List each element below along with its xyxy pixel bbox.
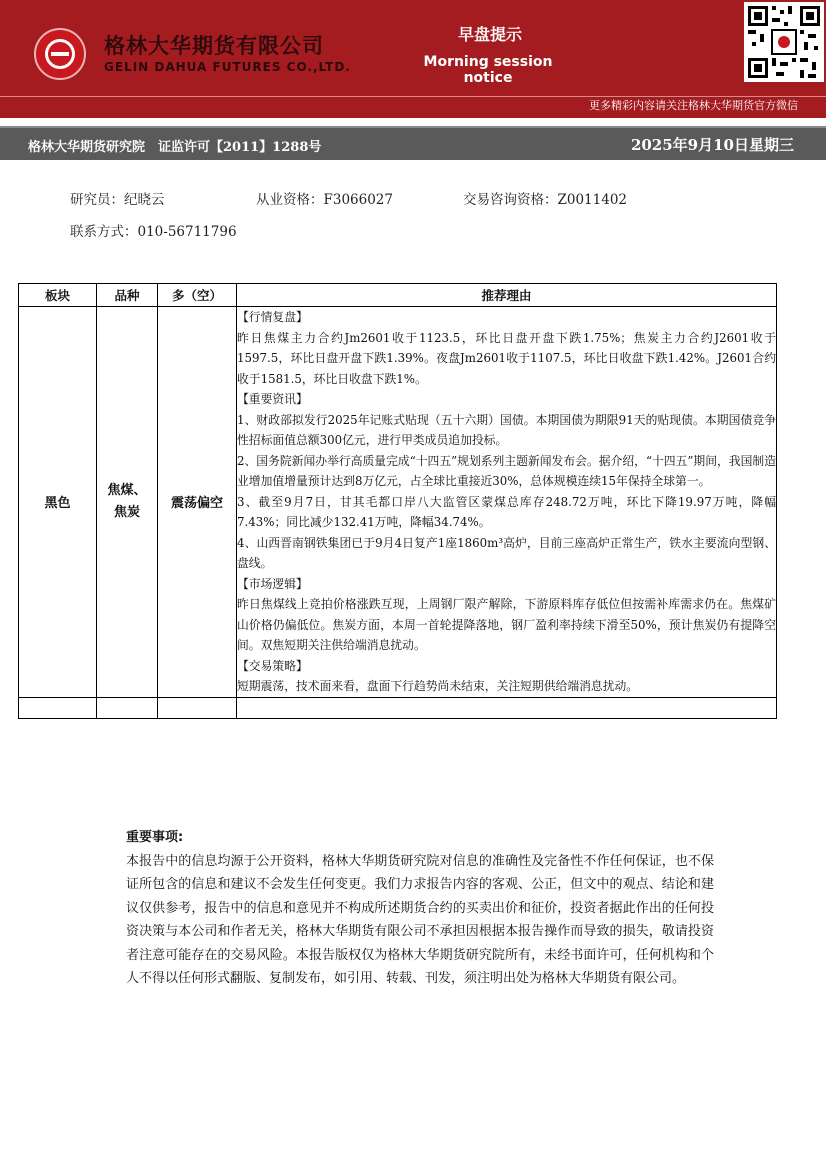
recommendation-table xyxy=(18,283,777,719)
section-heading-strategy: 【交易策略】 xyxy=(237,658,308,673)
review-text: 昨日焦煤主力合约Jm2601收于1123.5，环比日盘开盘下跌1.75%；焦炭主力合约J2601收于1597.5，环比日盘开盘下跌1.39%。夜盘Jm2601收于1107.5，环比日收盘下跌1.42%。J2601合约收于1581.5，环比日收盘下跌1%。 xyxy=(237,330,776,386)
direction-cell: 震荡偏空 xyxy=(158,307,237,698)
analyst-name: 研究员：纪晓云 xyxy=(70,192,165,208)
analyst-contact: 联系方式：010-56711796 xyxy=(70,224,237,240)
report-header xyxy=(0,0,826,118)
report-title-en: Morning session notice xyxy=(423,54,553,86)
disclaimer-body: 本报告中的信息均源于公开资料，格林大华期货研究院对信息的准确性及完备性不作任何保证，也不保证所包含的信息和建议不会发生任何变更。我们力求报告内容的客观、公正，但文中的观点、结论和建议仅供参考，报告中的信息和意见并不构成所述期货合约的买卖出价和征价，投资者据此作出的任何投资决策与本公司和作者无关，格林大华期货有限公司不承担因根据本报告操作而导致的损失，敬请投资者注意可能存在的交易风险。本报告版权仅为格林大华期货研究院所有，未经书面许可，任何机构和个人不得以任何形式翻版、复制发布，如引用、转载、刊发，须注明出处为格林大华期货有限公司。 xyxy=(126,853,714,986)
header-reason: 推荐理由 xyxy=(237,284,777,307)
institute-license: 格林大华期货研究院 证监许可【2011】1288号 xyxy=(28,140,322,155)
analyst-consult-qualification: 交易咨询资格：Z0011402 xyxy=(463,192,628,208)
table-row xyxy=(19,307,777,698)
reason-cell xyxy=(237,307,777,698)
news-item-4: 4、山西晋南钢铁集团已于9月4日复产1座1860m³高炉，目前三座高炉正常生产，铁水主要流向型钢、盘线。 xyxy=(237,535,776,570)
wechat-follow-note: 更多精彩内容请关注格林大华期货官方微信 xyxy=(589,99,798,112)
disclaimer-title: 重要事项: xyxy=(126,830,184,845)
variety-cell: 焦煤、焦炭 xyxy=(97,307,158,698)
header-variety: 品种 xyxy=(97,284,158,307)
analyst-qualification: 从业资格：F3066027 xyxy=(256,192,393,208)
report-title-cn: 早盘提示 xyxy=(457,25,522,44)
sector-cell: 黑色 xyxy=(19,307,97,698)
news-item-1: 1、财政部拟发行2025年记账式贴现（五十六期）国债。本期国债为期限91天的贴现债。本期国债竞争性招标面值总额300亿元，进行甲类成员追加投标。 xyxy=(237,412,776,447)
news-item-3: 3、截至9月7日，甘其毛都口岸八大监管区蒙煤总库存248.72万吨，环比下降19.97万吨，降幅7.43%；同比减少132.41万吨，降幅34.74%。 xyxy=(237,494,776,529)
disclaimer xyxy=(126,826,714,991)
report-date: 2025年9月10日星期三 xyxy=(630,136,794,154)
logic-text: 昨日焦煤线上竞拍价格涨跌互现，上周钢厂限产解除，下游原料库存低位但按需补库需求仍在。焦煤矿山价格仍偏低位。焦炭方面，本周一首轮提降落地，钢厂盈利率持续下滑至50%，预计焦炭仍有提降空间。双焦短期关注供给端消息扰动。 xyxy=(237,597,776,652)
wechat-qr-code-icon xyxy=(744,2,824,82)
strategy-text: 短期震荡，技术面来看，盘面下行趋势尚未结束，关注短期供给端消息扰动。 xyxy=(237,679,639,693)
company-name-cn: 格林大华期货有限公司 xyxy=(104,34,324,58)
table-header-row xyxy=(19,284,777,307)
header-direction: 多（空） xyxy=(158,284,237,307)
company-name-en: GELIN DAHUA FUTURES CO.,LTD. xyxy=(104,60,351,74)
section-heading-review: 【行情复盘】 xyxy=(237,310,308,324)
institute-band xyxy=(0,126,826,160)
company-logo-icon xyxy=(34,28,86,80)
table-row-empty xyxy=(19,697,777,718)
news-item-2: 2、国务院新闻办举行高质量完成“十四五”规划系列主题新闻发布会。据介绍，“十四五”期间，我国制造业增加值增量预计达到8万亿元，占全球比重接近30%，总体规模连续15年保持全球第一。 xyxy=(237,453,776,488)
section-heading-news: 【重要资讯】 xyxy=(237,392,308,406)
section-heading-logic: 【市场逻辑】 xyxy=(237,576,308,591)
header-sector: 板块 xyxy=(19,284,97,307)
